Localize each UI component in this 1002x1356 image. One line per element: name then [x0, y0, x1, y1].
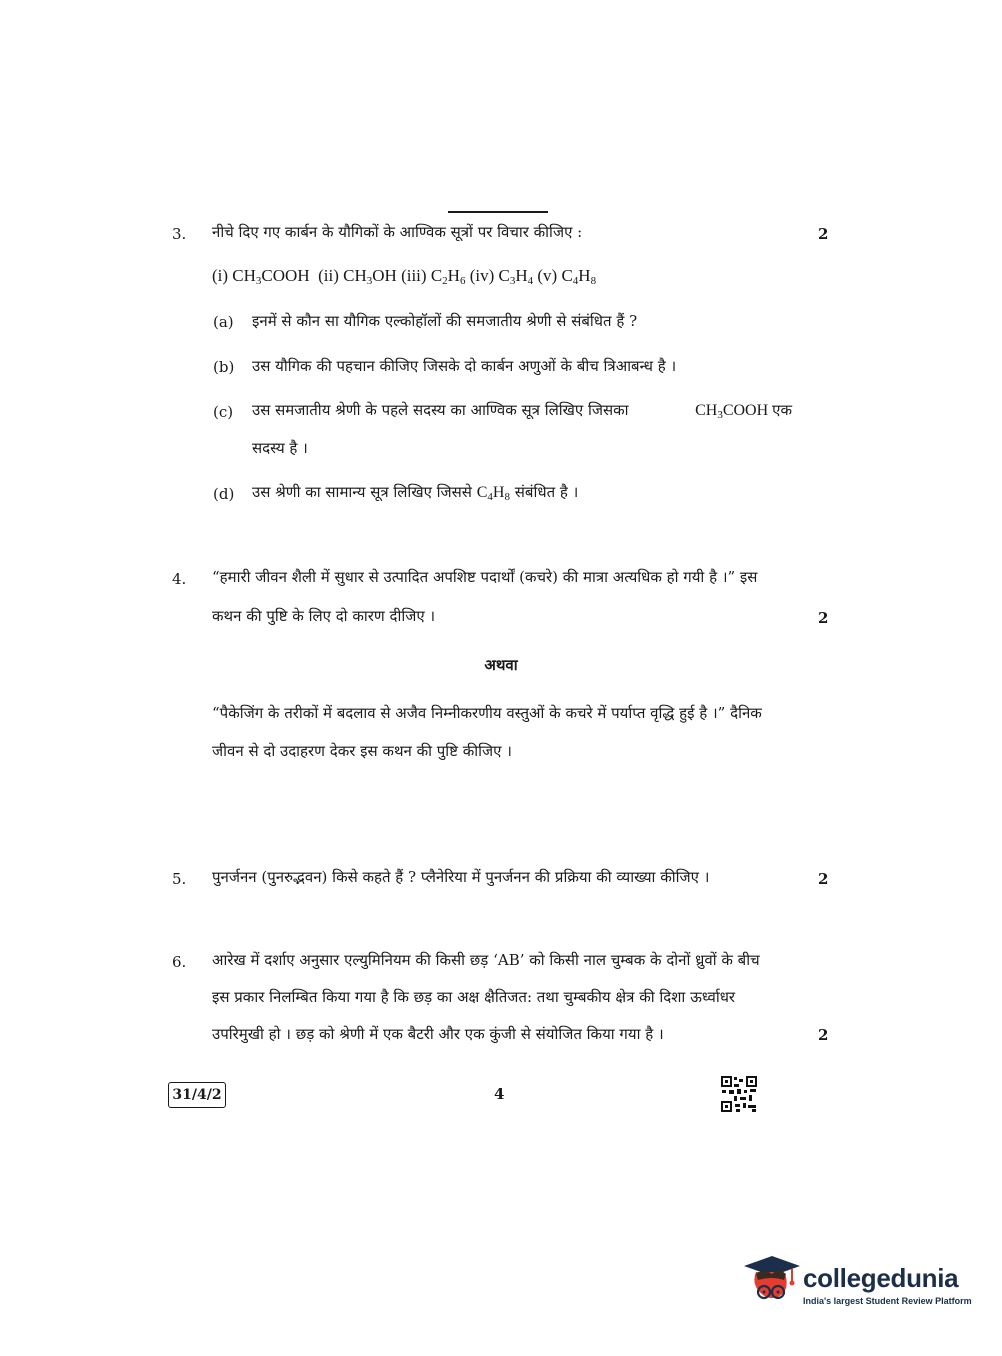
q5-marks: 2 [818, 870, 829, 888]
page-number: 4 [494, 1085, 505, 1103]
collegedunia-brand: collegedunia [803, 1263, 959, 1293]
q3-number: 3. [172, 225, 187, 243]
q4-number: 4. [172, 570, 187, 588]
q3-part-d-label: (d) [213, 485, 235, 503]
q6-marks: 2 [818, 1026, 829, 1044]
q4-alt-line2: जीवन से दो उदाहरण देकर इस कथन की पुष्टि कीजिए । [212, 742, 512, 760]
q3-part-d-text: उस श्रेणी का सामान्य सूत्र लिखिए जिससे $C_4H_8$ संबंधित है । [252, 483, 579, 503]
q4-alt-line1: “पैकेजिंग के तरीकों में बदलाव से अजैव निम्नीकरणीय वस्तुओं के कचरे में पर्याप्त वृद्धि हुई है ।” दैनिक [212, 704, 762, 722]
q3-part-c-label: (c) [213, 403, 234, 421]
q5-number: 5. [172, 870, 187, 888]
q4-or-label: अथवा [484, 656, 518, 674]
collegedunia-tagline: India's largest Student Review Platform [803, 1296, 972, 1306]
q3-part-a-text: इनमें से कौन सा यौगिक एल्कोहॉलों की समजातीय श्रेणी से संबंधित हैं ? [252, 312, 638, 330]
q3-part-c-line1: उस समजातीय श्रेणी के पहले सदस्य का आण्विक सूत्र लिखिए जिसका $CH_3COOH$ एक [252, 401, 792, 421]
q6-line2: इस प्रकार निलम्बित किया गया है कि छड़ का अक्ष क्षैतिजत: तथा चुम्बकीय क्षेत्र की दिशा ऊर्ध्वाधर [212, 988, 736, 1006]
top-rule [448, 211, 548, 213]
q3-compounds: (i) $CH_3COOH$ (ii) $CH_3OH$ (iii) $C_2H_6$ (iv) $C_3H_4$ (v) $C_4H_8$ [212, 266, 597, 287]
q6-number: 6. [172, 953, 187, 971]
q3-part-b-text: उस यौगिक की पहचान कीजिए जिसके दो कार्बन अणुओं के बीच त्रिआबन्ध है । [252, 357, 677, 375]
q6-line3: उपरिमुखी हो । छड़ को श्रेणी में एक बैटरी और एक कुंजी से संयोजित किया गया है । [212, 1025, 664, 1043]
q3-part-a-label: (a) [213, 313, 234, 331]
q4-marks: 2 [818, 609, 829, 627]
q3-marks: 2 [818, 225, 829, 243]
qr-code-icon [720, 1075, 758, 1113]
q3-part-b-label: (b) [213, 358, 235, 376]
q3-part-c-line2: सदस्य है । [252, 439, 308, 457]
q4-line1: “हमारी जीवन शैली में सुधार से उत्पादित अपशिष्ट पदार्थों (कचरे) की मात्रा अत्यधिक हो गयी है ।” इस [212, 568, 758, 586]
q4-line2: कथन की पुष्टि के लिए दो कारण दीजिए । [212, 607, 436, 625]
collegedunia-mascot-icon [742, 1252, 802, 1308]
q3-text: नीचे दिए गए कार्बन के यौगिकों के आण्विक सूत्रों पर विचार कीजिए : [212, 223, 583, 241]
q6-line1: आरेख में दर्शाए अनुसार एल्युमिनियम की किसी छड़ ‘AB’ को किसी नाल चुम्बक के दोनों ध्रुवों के बीच [212, 951, 760, 969]
paper-code: 31/4/2 [168, 1082, 226, 1108]
q5-text: पुनर्जनन (पुनरुद्भवन) किसे कहते हैं ? प्लैनेरिया में पुनर्जनन की प्रक्रिया की व्याख्या कीजिए । [212, 868, 710, 886]
